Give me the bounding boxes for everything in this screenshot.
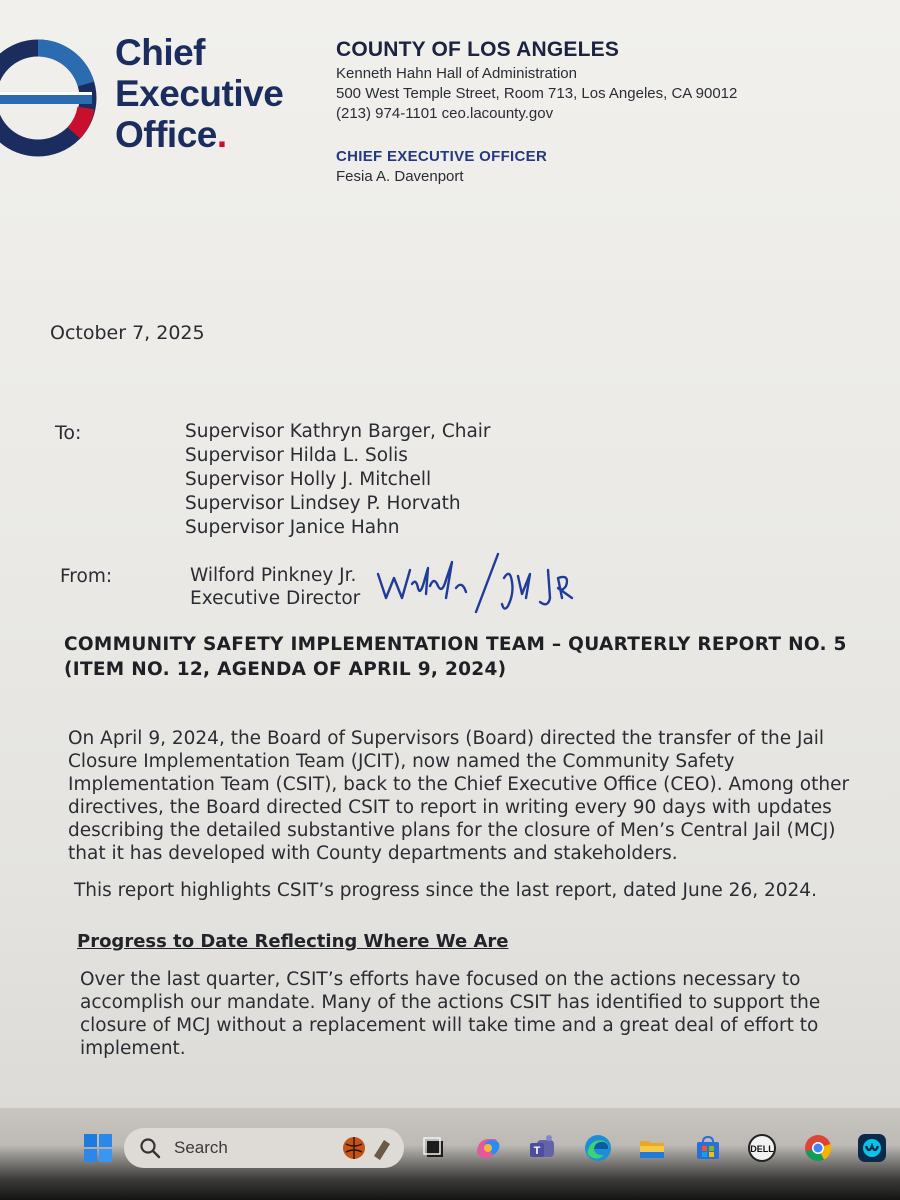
recipient: Supervisor Janice Hahn [185,517,400,538]
section-heading: Progress to Date Reflecting Where We Are [77,931,509,952]
recipient: Supervisor Lindsey P. Horvath [185,493,461,514]
webex-icon[interactable] [852,1128,892,1168]
memo-date: October 7, 2025 [50,322,205,344]
svg-text:DELL: DELL [750,1144,774,1154]
logo-line-1: Chief [115,32,205,73]
windows-start-icon[interactable] [78,1128,118,1168]
microsoft-store-icon[interactable] [688,1128,728,1168]
logo-line-2: Executive [115,73,284,114]
body-paragraph-3: Over the last quarter, CSIT’s efforts have focused on the actions necessary to accomplish our mandate. Many of the actions CSIT has identified to support the closure of MCJ without a replacement will take time and a great deal of effort to implement. [80,969,821,1059]
memo-subject [64,632,847,682]
handwritten-signature [372,548,612,618]
contact-line: (213) 974-1101 ceo.lacounty.gov [336,105,554,122]
letterhead-address-block [336,38,737,185]
sender-block [190,564,360,610]
search-icon [138,1136,162,1160]
logo-line-3: Office [115,114,217,155]
recipient: Supervisor Hilda L. Solis [185,445,408,466]
copilot-icon[interactable] [468,1128,508,1168]
file-explorer-icon[interactable] [632,1128,672,1168]
task-view-icon[interactable] [414,1128,454,1168]
officer-name: Fesia A. Davenport [336,168,464,185]
recipient: Supervisor Kathryn Barger, Chair [185,421,491,442]
ceo-logo-icon [0,38,98,158]
windows-taskbar [0,1108,900,1200]
svg-text:T: T [533,1145,541,1157]
body-paragraph-2: This report highlights CSIT’s progress since the last report, dated June 26, 2024. [74,880,817,901]
building-name: Kenneth Hahn Hall of Administration [336,65,577,82]
search-highlight-icon [340,1134,396,1162]
sender-name: Wilford Pinkney Jr. [190,565,357,586]
edge-icon[interactable] [578,1128,618,1168]
body-paragraph-1: On April 9, 2024, the Board of Supervisors (Board) directed the transfer of the Jail Closure Implementation Team (JCIT), now named the Community Safety Implementation Team (CSIT), back to the Chief Executive Office (CEO). Among other directives, the Board directed CSIT to report in writing every 90 days with updates describing the detailed substantive plans for the closure of Men’s Central Jail (MCJ) that it has developed with County departments and stakeholders. [68,728,850,864]
recipient: Supervisor Holly J. Mitchell [185,469,432,490]
subject-line-1: COMMUNITY SAFETY IMPLEMENTATION TEAM – QUARTERLY REPORT NO. 5 [64,634,847,655]
teams-icon[interactable] [522,1128,562,1168]
dell-icon[interactable] [742,1128,782,1168]
ceo-logo-wordmark [115,32,283,155]
chrome-icon[interactable] [798,1128,838,1168]
recipient-list [185,420,491,540]
taskbar-search-box[interactable] [124,1128,404,1168]
officer-title: CHIEF EXECUTIVE OFFICER [336,148,548,165]
sender-title: Executive Director [190,588,361,609]
subject-line-2: (ITEM NO. 12, AGENDA OF APRIL 9, 2024) [64,659,507,680]
search-placeholder: Search [174,1138,228,1157]
from-label: From: [60,566,113,587]
logo-dot: . [216,114,227,155]
street-address: 500 West Temple Street, Room 713, Los Angeles, CA 90012 [336,85,738,102]
to-label: To: [55,422,82,444]
org-name: COUNTY OF LOS ANGELES [336,38,620,61]
